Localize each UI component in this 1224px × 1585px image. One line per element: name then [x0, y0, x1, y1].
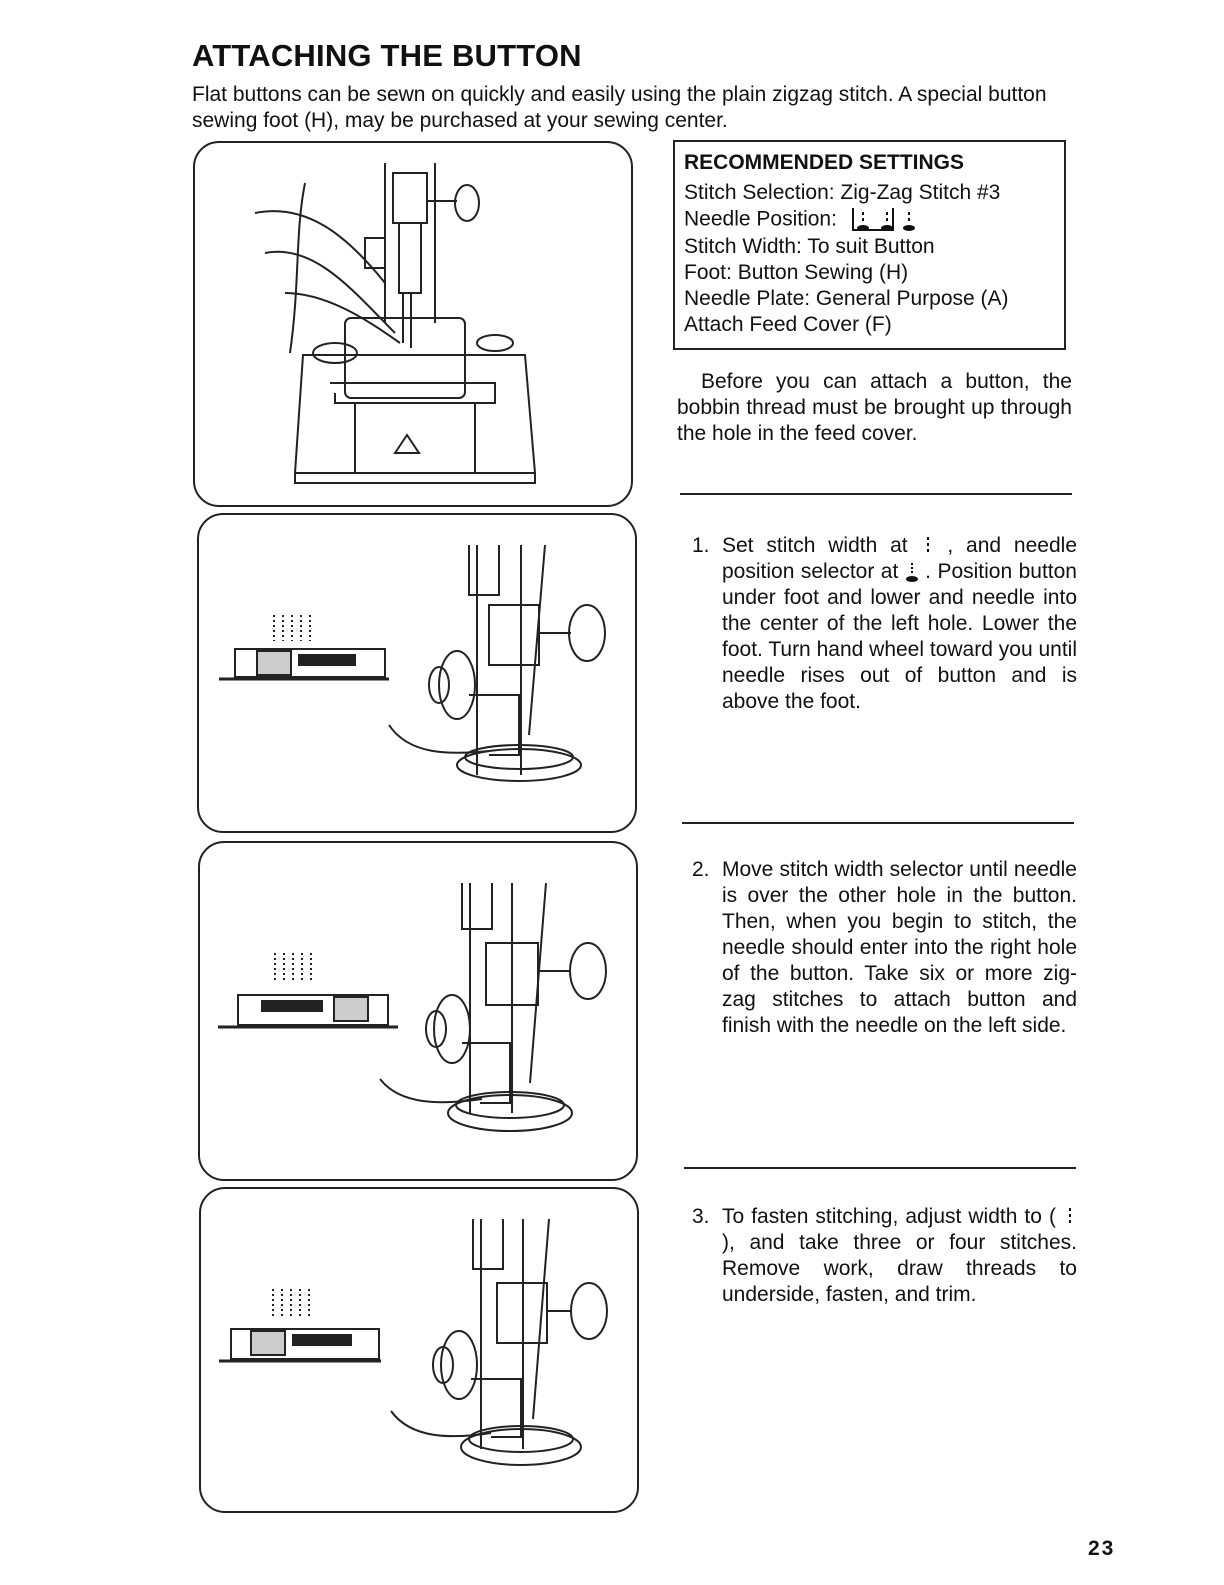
step-3-text-b: ), and take three or four stitches. Remove work, draw threads to underside, fasten, and trim. — [722, 1231, 1077, 1306]
needle-position-label: Needle Position: — [684, 207, 837, 231]
divider-1 — [680, 493, 1072, 495]
step-2-text: Move stitch width selector until needle is over the other hole in the button. Then, when you begin to stitch, the needle should enter into the right hole of the button. Take six or more zig-zag stitches to attach button and finish with the needle on the left side. — [722, 858, 1077, 1037]
step-1-text — [722, 533, 1077, 715]
illustration-feed-cover — [193, 141, 633, 507]
divider-2 — [682, 822, 1074, 824]
needle-position-left-icon — [905, 561, 919, 583]
needle-plate-text: Needle Plate: General Purpose (A) — [684, 287, 1009, 310]
recommended-settings-box — [673, 140, 1066, 350]
step-3-number: 3. — [692, 1205, 710, 1228]
stitch-width-icon — [921, 535, 935, 557]
step-3-drawing — [201, 1189, 637, 1511]
step-3-text — [722, 1204, 1077, 1308]
stitch-width-text: Stitch Width: To suit Button — [684, 235, 935, 258]
before-paragraph: Before you can attach a button, the bobbin thread must be brought up through the hole in the feed cover. — [677, 370, 1072, 445]
step-1-drawing — [199, 515, 635, 831]
intro-paragraph: Flat buttons can be sewn on quickly and easily using the plain zigzag stitch. A special button sewing foot (H), may be purchased at your sewing center. — [192, 83, 1047, 132]
settings-heading: RECOMMENDED SETTINGS — [684, 151, 965, 174]
illustration-step-3 — [199, 1187, 639, 1513]
needle-position-row — [684, 206, 1056, 234]
feed-cover-text: Attach Feed Cover (F) — [684, 313, 892, 336]
step-2-number: 2. — [692, 858, 710, 881]
stitch-width-icon — [1063, 1206, 1077, 1228]
step-2 — [692, 857, 1077, 1039]
needle-position-icon — [849, 206, 925, 234]
machine-feed-cover-drawing — [195, 143, 631, 505]
illustration-step-2 — [198, 841, 638, 1181]
step-3-text-a: To fasten stitching, adjust width to ( — [722, 1205, 1056, 1228]
step-1-text-c: . Position button under foot and lower and needle into the center of the left hole. Lower the foot. Turn hand wheel toward you until needle rises out of button and is above the foot. — [722, 560, 1077, 713]
page-number: 23 — [1088, 1537, 1116, 1560]
step-1-text-a: Set stitch width at — [722, 534, 908, 557]
step-2-drawing — [200, 843, 636, 1179]
step-3 — [692, 1204, 1077, 1308]
stitch-selection-text: Stitch Selection: Zig-Zag Stitch #3 — [684, 181, 1001, 204]
divider-3 — [684, 1167, 1076, 1169]
page-title: ATTACHING THE BUTTON — [192, 38, 582, 73]
step-1 — [692, 533, 1077, 715]
foot-text: Foot: Button Sewing (H) — [684, 261, 909, 284]
step-1-text-b: , and needle position selector at — [722, 534, 1077, 583]
step-1-number: 1. — [692, 534, 710, 557]
illustration-step-1 — [197, 513, 637, 833]
